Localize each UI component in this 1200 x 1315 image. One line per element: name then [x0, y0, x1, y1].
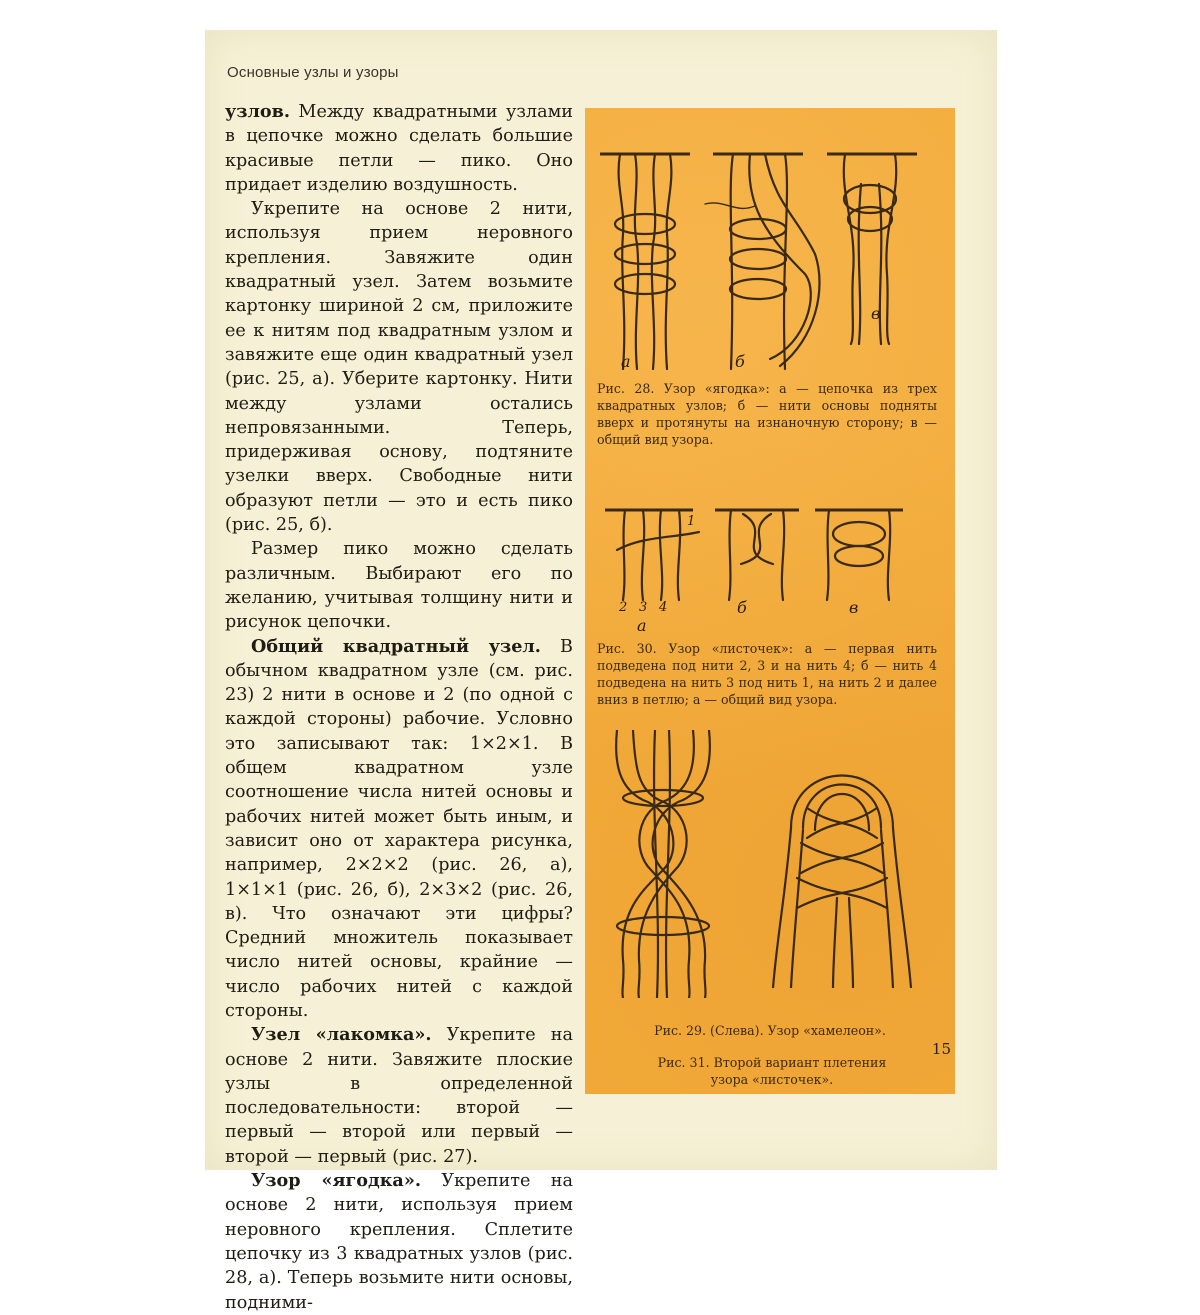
- paragraph-6: [225, 1169, 573, 1315]
- figure-28-label-a: а: [621, 352, 631, 371]
- body-text: [225, 100, 573, 1315]
- figure-30-label-a: а: [637, 616, 647, 635]
- paragraph-6-lead: Узор «ягодка».: [251, 1170, 421, 1192]
- paragraph-1: [225, 100, 573, 197]
- figure-29-caption: Рис. 29. (Слева). Узор «хамелеон».: [654, 1023, 886, 1038]
- illustration-panel: [585, 108, 955, 1094]
- figure-30-thread-3: 3: [639, 600, 648, 615]
- paragraph-4: [225, 635, 573, 1024]
- figure-30-thread-2: 2: [619, 600, 628, 615]
- paragraph-1-text: Между квадратными узлами в цепочке можно сделать большие красивые петли — пико. Оно придает изделию воздушность.: [225, 102, 573, 195]
- paragraph-4-lead: Общий квадратный узел.: [251, 635, 541, 657]
- paragraph-5: [225, 1023, 573, 1169]
- figure-28-label-c: в: [871, 304, 881, 323]
- figure-28-label-b: б: [735, 352, 745, 371]
- figure-30-drawing: [603, 502, 933, 602]
- figure-31-drawing: [767, 738, 917, 988]
- figure-28-drawing: [595, 144, 935, 374]
- figure-30-caption: Рис. 30. Узор «листочек»: а — первая нить подведена под нити 2, 3 и на нить 4; б — нить 4 подведена на нить 3 под нить 1, на нить 2 и далее вниз в петлю; а — общий вид узора.: [597, 641, 937, 707]
- figure-30-thread-1: 1: [687, 514, 696, 529]
- figure-31-caption: Рис. 31. Второй вариант плетения узора «листочек».: [657, 1055, 887, 1087]
- paragraph-2: Укрепите на основе 2 нити, используя прием неровного крепления. Завяжите один квадратный узел. Затем возьмите картонку шириной 2 см, приложите ее к нитям под квадратным узлом и завяжите еще один квадратный узел (рис. 25, а). Уберите картонку. Нити между узлами остались непровязанными. Теперь, придерживая основу, подтяните узелки вверх. Свободные нити образуют петли — это и есть пико (рис. 25, б).: [225, 199, 573, 536]
- figure-30-thread-4: 4: [659, 600, 668, 615]
- paragraph-6-text: Укрепите на основе 2 нити, используя прием неровного крепления. Сплетите цепочку из 3 квадратных узлов (рис. 28, а). Теперь возьмите нити основы, подними-: [225, 1171, 573, 1313]
- figure-29-drawing: [603, 730, 723, 998]
- paragraph-3: Размер пико можно сделать различным. Выбирают его по желанию, учитывая толщину нити и рисунок цепочки.: [225, 539, 573, 633]
- book-page: [205, 30, 997, 1313]
- paragraph-4-text: В обычном квадратном узле (см. рис. 23) 2 нити в основе и 2 (по одной с каждой стороны) рабочие. Условно это записывают так: 1×2×1. В общем квадратном узле соотношение числа нитей основы и рабочих нитей может быть иным, и зависит оно от характера рисунка, например, 2×2×2 (рис. 26, а), 1×1×1 (рис. 26, б), 2×3×2 (рис. 26, в). Что означают эти цифры? Средний множитель показывает число нитей основы, крайние — число рабочих нитей с каждой стороны.: [225, 636, 573, 1021]
- page-number: 15: [931, 1040, 951, 1058]
- paragraph-5-text: Укрепите на основе 2 нити. Завяжите плоские узлы в определенной последовательности: второй — первый — второй или первый — второй — первый (рис. 27).: [225, 1025, 573, 1167]
- running-title: Основные узлы и узоры: [227, 64, 399, 81]
- figure-30-label-b: б: [737, 598, 747, 617]
- figure-28-caption: Рис. 28. Узор «ягодка»: а — цепочка из трех квадратных узлов; б — нити основы подняты вверх и протянуты на изнаночную сторону; в — общий вид узора.: [597, 381, 937, 447]
- paragraph-1-lead: узлов.: [225, 101, 290, 122]
- figure-30-label-c: в: [849, 598, 859, 617]
- paragraph-5-lead: Узел «лакомка».: [251, 1024, 432, 1046]
